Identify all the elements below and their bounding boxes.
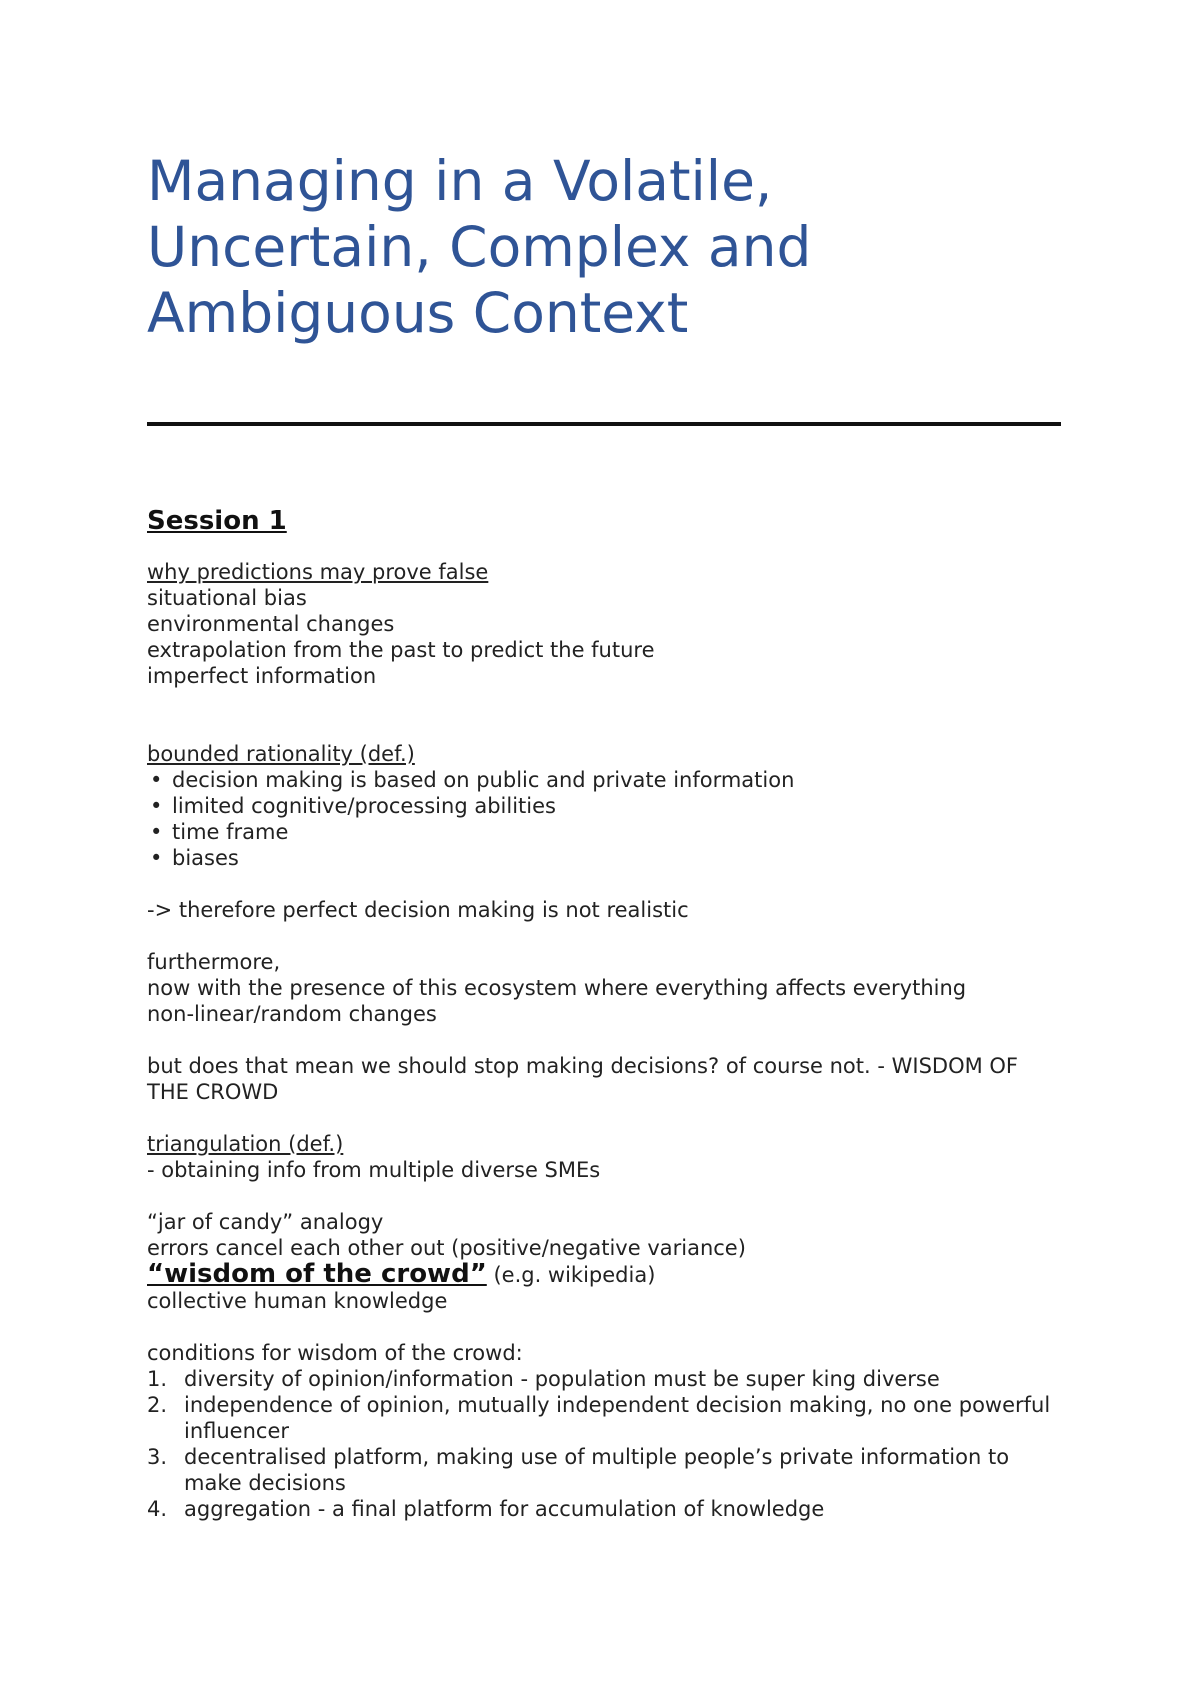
list-item bbox=[147, 1496, 1062, 1522]
list-number: 4. bbox=[147, 1497, 168, 1521]
wisdom-heading: “wisdom of the crowd” bbox=[147, 1259, 487, 1289]
list-item: • biases bbox=[147, 845, 1062, 871]
list-number: 3. bbox=[147, 1445, 168, 1469]
list-item: • limited cognitive/processing abilities bbox=[147, 793, 1062, 819]
triangulation-heading: triangulation (def.) bbox=[147, 1132, 344, 1156]
spacer bbox=[147, 1183, 1062, 1209]
list-text: decentralised platform, making use of multiple people’s private information to make decisions bbox=[184, 1445, 1010, 1495]
session-heading: Session 1 bbox=[147, 506, 287, 536]
but-paragraph: but does that mean we should stop making decisions? of course not. - WISDOM OF THE CROWD bbox=[147, 1054, 1018, 1104]
therefore-line: -> therefore perfect decision making is not realistic bbox=[147, 898, 689, 922]
list-item bbox=[147, 1366, 1062, 1392]
jar-analogy-line: “jar of candy” analogy bbox=[147, 1210, 384, 1234]
list-number: 1. bbox=[147, 1367, 168, 1391]
furthermore-line: non-linear/random changes bbox=[147, 1002, 437, 1026]
prediction-item: imperfect information bbox=[147, 664, 377, 688]
list-item bbox=[147, 1392, 1062, 1444]
list-text: aggregation - a final platform for accumulation of knowledge bbox=[184, 1497, 825, 1521]
predictions-heading: why predictions may prove false bbox=[147, 560, 489, 584]
list-text: independence of opinion, mutually independent decision making, no one powerful influencer bbox=[184, 1393, 1051, 1443]
conditions-list bbox=[147, 1366, 1062, 1522]
triangulation-item: - obtaining info from multiple diverse SMEs bbox=[147, 1158, 601, 1182]
spacer bbox=[147, 689, 1062, 741]
spacer bbox=[147, 1314, 1062, 1340]
spacer bbox=[147, 1027, 1062, 1053]
spacer bbox=[147, 1105, 1062, 1131]
list-item: • decision making is based on public and private information bbox=[147, 767, 1062, 793]
bounded-rationality-heading: bounded rationality (def.) bbox=[147, 742, 415, 766]
prediction-item: situational bias bbox=[147, 586, 307, 610]
title-line: Managing in a Volatile, bbox=[147, 149, 773, 213]
horizontal-rule bbox=[147, 422, 1061, 426]
prediction-item: environmental changes bbox=[147, 612, 395, 636]
list-item: • time frame bbox=[147, 819, 1062, 845]
furthermore-line: now with the presence of this ecosystem where everything affects everything bbox=[147, 976, 967, 1000]
prediction-item: extrapolation from the past to predict the future bbox=[147, 638, 655, 662]
jar-analogy-line: errors cancel each other out (positive/negative variance) bbox=[147, 1236, 746, 1260]
document-title bbox=[147, 148, 1062, 346]
document-body bbox=[147, 505, 1062, 1522]
spacer bbox=[147, 871, 1062, 897]
wisdom-description: collective human knowledge bbox=[147, 1289, 448, 1313]
list-item bbox=[147, 1444, 1062, 1496]
wisdom-line bbox=[147, 1261, 1062, 1288]
list-number: 2. bbox=[147, 1393, 168, 1417]
spacer bbox=[147, 923, 1062, 949]
furthermore-line: furthermore, bbox=[147, 950, 281, 974]
title-line: Uncertain, Complex and bbox=[147, 215, 812, 279]
bounded-rationality-list bbox=[147, 767, 1062, 871]
wisdom-suffix: (e.g. wikipedia) bbox=[486, 1263, 656, 1287]
list-text: diversity of opinion/information - population must be super king diverse bbox=[184, 1367, 940, 1391]
conditions-heading: conditions for wisdom of the crowd: bbox=[147, 1341, 523, 1365]
title-line: Ambiguous Context bbox=[147, 281, 689, 345]
